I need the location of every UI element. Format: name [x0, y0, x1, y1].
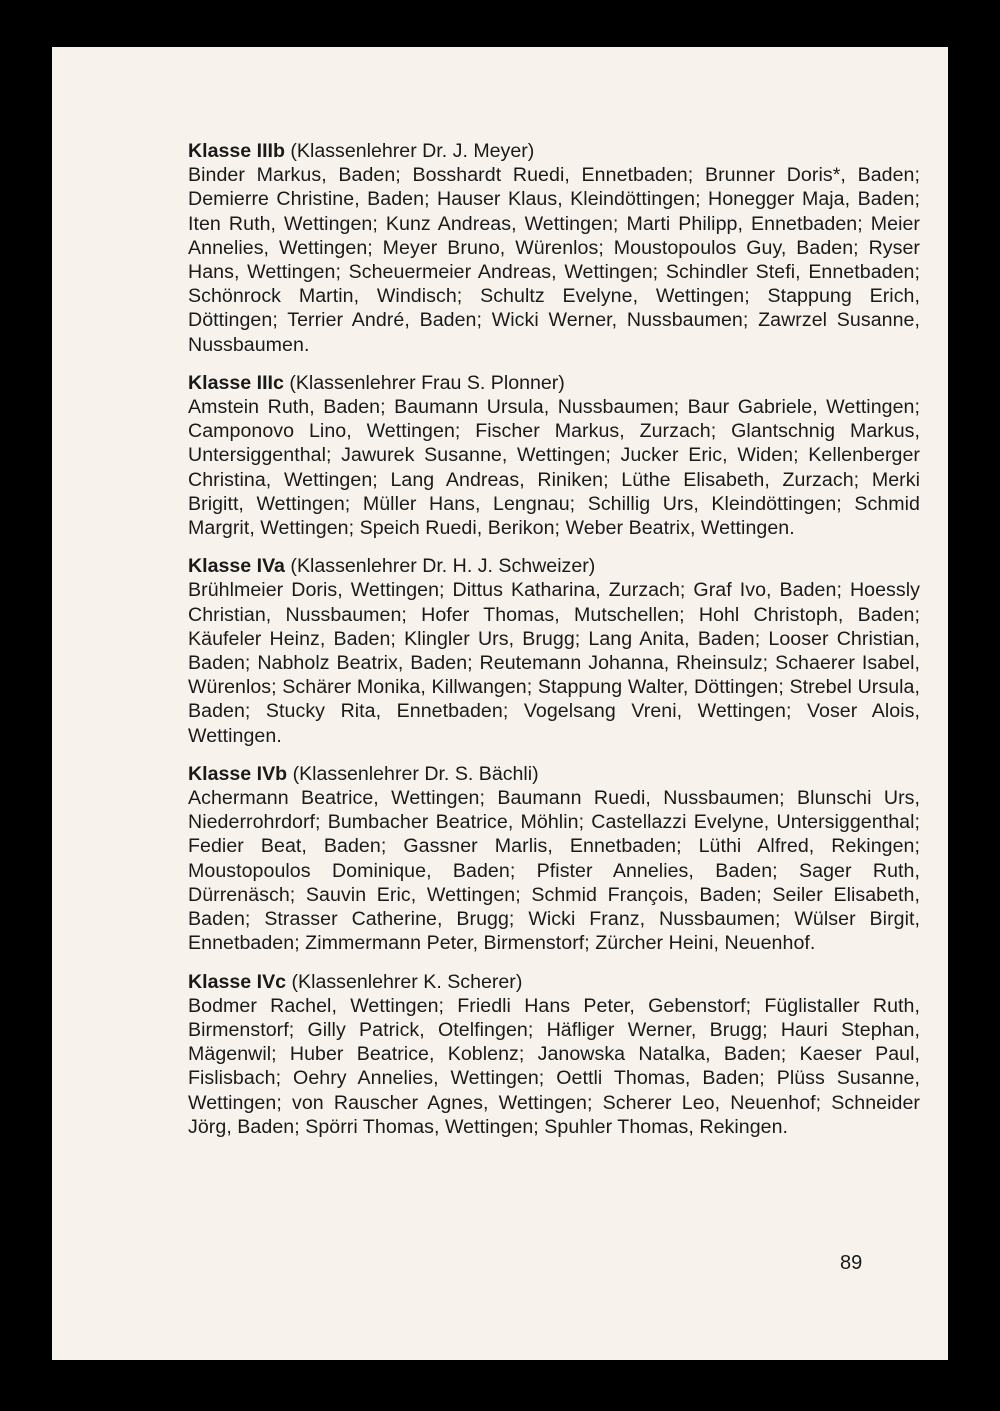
- class-teacher: (Klassenlehrer K. Scherer): [291, 970, 523, 993]
- class-teacher: (Klassenlehrer Dr. S. Bächli): [292, 762, 539, 785]
- class-teacher: (Klassenlehrer Dr. J. Meyer): [290, 140, 535, 162]
- section-heading: [188, 371, 920, 395]
- section-klasse-iiib: [188, 139, 920, 357]
- class-name: Klasse IVb: [188, 762, 288, 785]
- student-list: Brühlmeier Doris, Wettingen; Dittus Katharina, Zurzach; Graf Ivo, Baden; Hoessly Christian, Nussbaumen; Hofer Thomas, Mutschellen; Hohl Christoph, Baden; Käufeler Heinz, Baden; Klingler Urs, Brugg; Lang Anita, Baden; Looser Christian, Baden; Nabholz Beatrix, Baden; Reutemann Johanna, Rheinsulz; Schaerer Isabel, Würenlos; Schärer Monika, Killwangen; Stappung Walter, Döttingen; Strebel Ursula, Baden; Stucky Rita, Ennetbaden; Vogelsang Vreni, Wettingen; Voser Alois, Wettingen.: [188, 579, 920, 747]
- class-teacher: (Klassenlehrer Frau S. Plonner): [289, 371, 565, 394]
- section-klasse-iiic: [188, 371, 920, 540]
- student-list: Binder Markus, Baden; Bosshardt Ruedi, Ennetbaden; Brunner Doris*, Baden; Demierre Christine, Baden; Hauser Klaus, Kleindöttingen; Honegger Maja, Baden; Iten Ruth, Wettingen; Kunz Andreas, Wettingen; Marti Philipp, Ennetbaden; Meier Annelies, Wettingen; Meyer Bruno, Würenlos; Moustopoulos Guy, Baden; Ryser Hans, Wettingen; Scheuermeier Andreas, Wettingen; Schindler Stefi, Ennetbaden; Schönrock Martin, Windisch; Schultz Evelyne, Wettingen; Stappung Erich, Döttingen; Terrier André, Baden; Wicki Werner, Nussbaumen; Zawrzel Susanne, Nussbaumen.: [188, 164, 920, 356]
- section-heading: [188, 139, 920, 163]
- section-heading: [188, 554, 920, 578]
- class-name: Klasse IIIc: [188, 371, 284, 394]
- class-name: Klasse IIIb: [188, 140, 285, 162]
- section-klasse-iva: [188, 554, 920, 748]
- section-heading: [188, 762, 920, 786]
- section-klasse-ivc: [188, 970, 920, 1139]
- page-number: 89: [840, 1252, 863, 1274]
- class-list: [188, 139, 920, 1153]
- student-list: Achermann Beatrice, Wettingen; Baumann Ruedi, Nussbaumen; Blunschi Urs, Niederrohrdorf; Bumbacher Beatrice, Möhlin; Castellazzi Evelyne, Untersiggenthal; Fedier Beat, Baden; Gassner Marlis, Ennetbaden; Lüthi Alfred, Rekingen; Moustopoulos Dominique, Baden; Pfister Annelies, Baden; Sager Ruth, Dürrenäsch; Sauvin Eric, Wettingen; Schmid François, Baden; Seiler Elisabeth, Baden; Strasser Catherine, Brugg; Wicki Franz, Nussbaumen; Wülser Birgit, Ennetbaden; Zimmermann Peter, Birmenstorf; Zürcher Heini, Neuenhof.: [188, 787, 920, 955]
- document-page: [52, 47, 948, 1360]
- class-teacher: (Klassenlehrer Dr. H. J. Schweizer): [290, 555, 596, 578]
- student-list: Bodmer Rachel, Wettingen; Friedli Hans Peter, Gebenstorf; Füglistaller Ruth, Birmenstorf; Gilly Patrick, Otelfingen; Häfliger Werner, Brugg; Hauri Stephan, Mägenwil; Huber Beatrice, Koblenz; Janowska Natalka, Baden; Kaeser Paul, Fislisbach; Oehry Annelies, Wettingen; Oettli Thomas, Baden; Plüss Susanne, Wettingen; von Rauscher Agnes, Wettingen; Scherer Leo, Neuenhof; Schneider Jörg, Baden; Spörri Thomas, Wettingen; Spuhler Thomas, Rekingen.: [188, 994, 920, 1138]
- class-name: Klasse IVc: [188, 970, 287, 993]
- section-heading: [188, 970, 920, 994]
- section-klasse-ivb: [188, 762, 920, 956]
- student-list: Amstein Ruth, Baden; Baumann Ursula, Nussbaumen; Baur Gabriele, Wettingen; Camponovo Lino, Wettingen; Fischer Markus, Zurzach; Glantschnig Markus, Untersiggenthal; Jawurek Susanne, Wettingen; Jucker Eric, Widen; Kellenberger Christina, Wettingen; Lang Andreas, Riniken; Lüthe Elisabeth, Zurzach; Merki Brigitt, Wettingen; Müller Hans, Lengnau; Schillig Urs, Kleindöttingen; Schmid Margrit, Wettingen; Speich Ruedi, Berikon; Weber Beatrix, Wettingen.: [188, 396, 920, 540]
- class-name: Klasse IVa: [188, 555, 285, 578]
